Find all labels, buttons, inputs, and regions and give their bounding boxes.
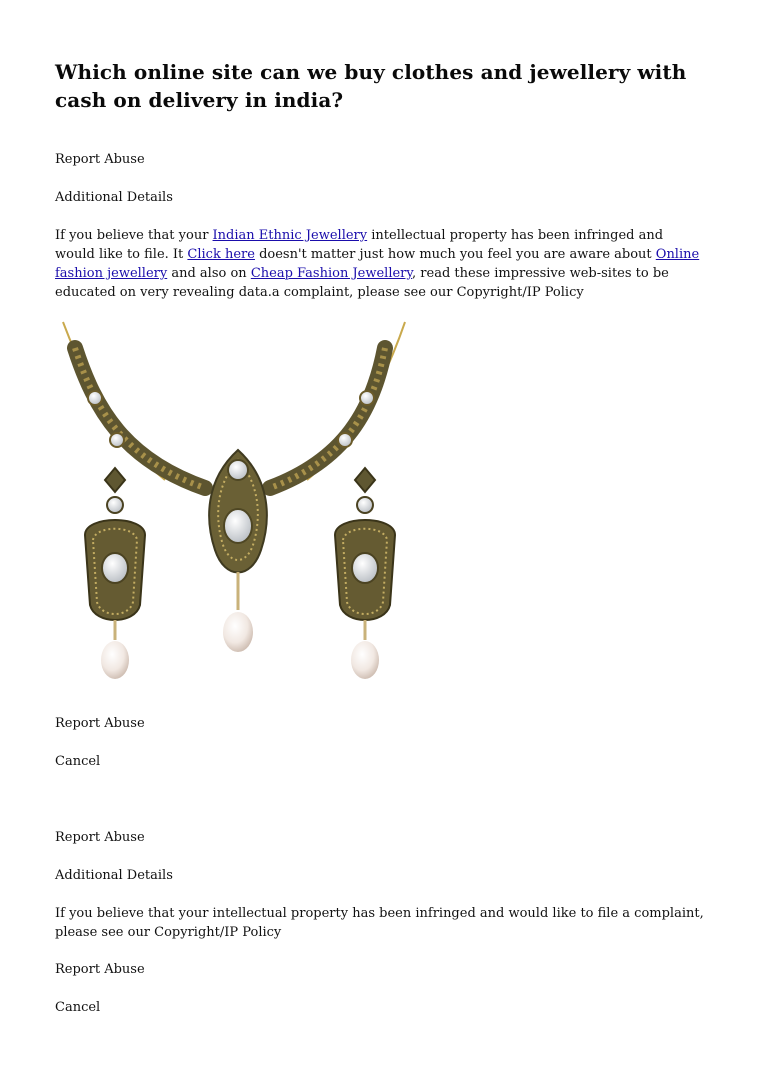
click-here-link[interactable]: Click here [187, 247, 255, 262]
additional-details-label-2: Additional Details [55, 868, 173, 883]
indian-ethnic-jewellery-link[interactable]: Indian Ethnic Jewellery [212, 228, 368, 243]
additional-details-label: Additional Details [55, 190, 173, 205]
cancel-link[interactable]: Cancel [55, 754, 101, 769]
online-fashion-jewellery-link[interactable]: Online fashion jewellery [55, 247, 700, 281]
details-paragraph-2: If you believe that your intellectual property has been infringed and would like to file a complaint, please see our Copyright/IP Policy [55, 906, 704, 940]
report-abuse-link-3[interactable]: Report Abuse [55, 830, 145, 845]
report-abuse-link-2[interactable]: Report Abuse [55, 716, 145, 731]
jewellery-set-image [55, 320, 427, 696]
document-page [55, 58, 705, 1015]
details-paragraph: If you believe that your Indian Ethnic Jewellery intellectual property has been infringed and would like to file. It Click here doesn't matter just how much you feel you are aware about Online fashion jewellery and also on Cheap Fashion Jewellery, read these impressive web-sites to be educated on very revealing data.a complaint, please see our Copyright/IP Policy [55, 228, 700, 300]
cheap-fashion-jewellery-link[interactable]: Cheap Fashion Jewellery [250, 266, 413, 281]
cancel-link-2[interactable]: Cancel [55, 1000, 101, 1015]
report-abuse-link-4[interactable]: Report Abuse [55, 962, 145, 977]
page-title: Which online site can we buy clothes and jewellery with cash on delivery in india? [55, 60, 687, 112]
report-abuse-link[interactable]: Report Abuse [55, 152, 145, 167]
